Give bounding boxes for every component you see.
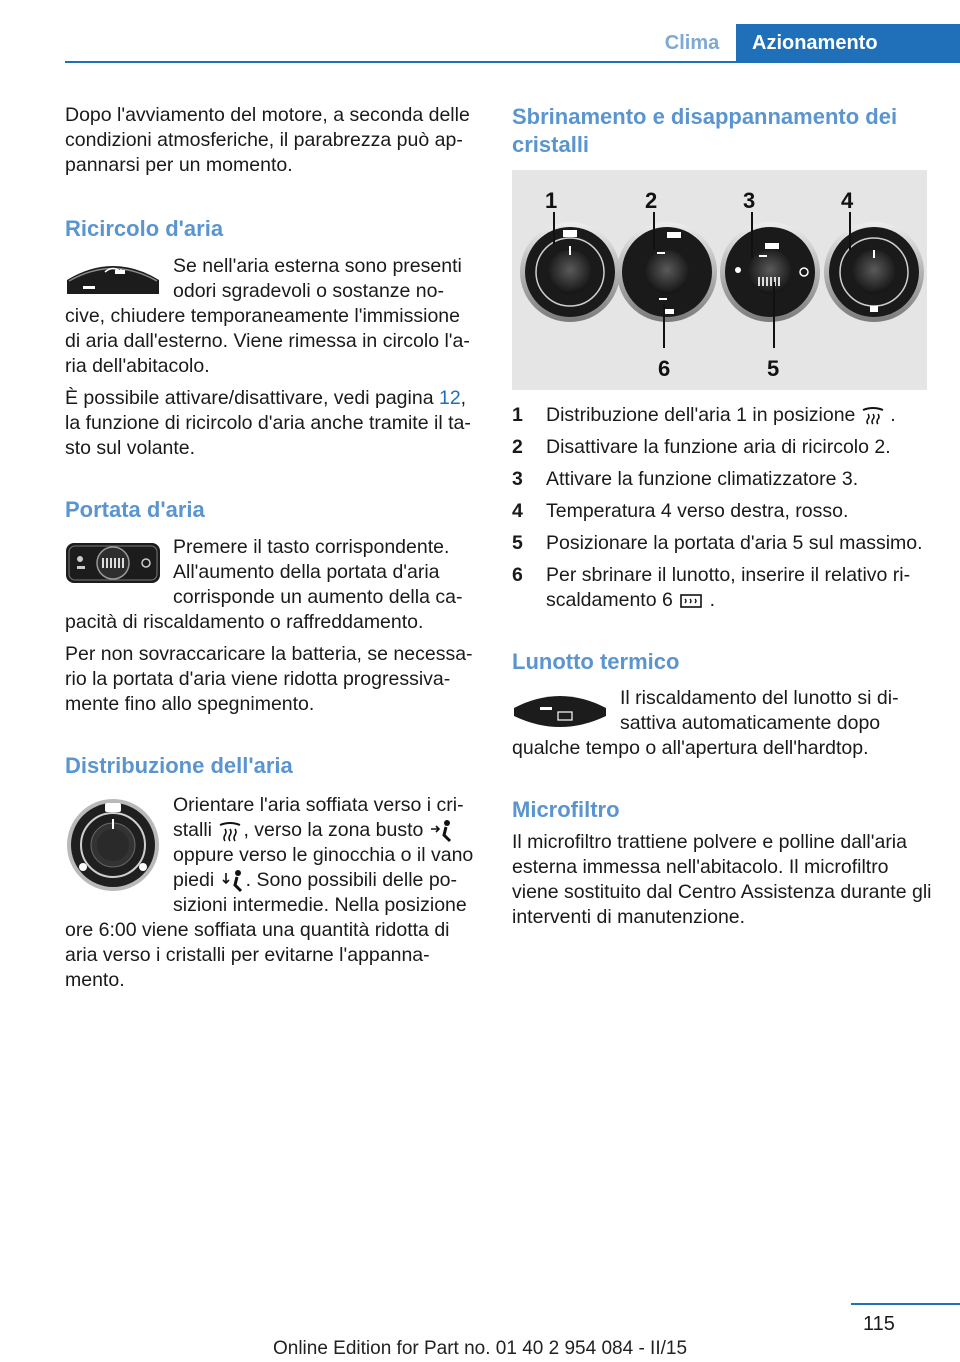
- knob-1-air-distribution: [520, 222, 620, 322]
- climate-controls-photo: [512, 170, 927, 390]
- portata-paragraph: [65, 535, 477, 635]
- knob-3-air-volume: [720, 222, 820, 322]
- lunotto-paragraph: [512, 686, 932, 761]
- knob-4-temperature: [824, 222, 924, 322]
- list-text: Attivare la funzione climatizzatore 3.: [546, 468, 859, 490]
- upper-body-airflow-icon: [429, 819, 455, 843]
- ricircolo-paragraph: [65, 254, 477, 379]
- callout-5: 5: [767, 356, 780, 381]
- portata-text: Premere il tasto corrispondente. All'aumento della portata d'aria corrisponde un aumento della capacità di riscaldamento o raffreddamento.: [65, 536, 463, 633]
- windshield-defrost-icon: [217, 820, 243, 842]
- distribuzione-text-4-head: . Sono possibili delle posizioni intermedie. Nella posizione ore 6:00 viene soffiata una quantità ridotta di aria verso i cristalli per evitarne l'appannamento.: [65, 869, 467, 991]
- lunotto-text: Il riscaldamento del lunotto si disattiva automaticamente dopo qualche tempo o all'apertura dell'hardtop.: [512, 687, 899, 759]
- ricircolo-steering-paragraph: [65, 386, 477, 461]
- callout-2: 2: [645, 188, 658, 213]
- list-text: Posizionare la portata d'aria 5 sul massimo.: [546, 532, 923, 554]
- page-number: 115: [863, 1313, 895, 1335]
- list-text-end: .: [709, 589, 716, 611]
- portata-battery-paragraph: Per non sovraccaricare la batteria, se necessario la portata d'aria viene ridotta progressivamente fino allo spegnimento.: [65, 643, 473, 715]
- heading-distribuzione: Distribuzione dell'aria: [65, 753, 293, 778]
- list-number: 3: [512, 468, 523, 490]
- distribuzione-text-3: oppure verso le ginocchia o il vano piedi: [173, 844, 474, 891]
- callout-1: 1: [545, 188, 558, 213]
- list-number: 2: [512, 436, 523, 458]
- heading-sbrinamento: Sbrinamento e disappannamento dei cristalli: [512, 104, 898, 157]
- page-number-rule: [851, 1303, 960, 1305]
- distribuzione-paragraph: [65, 793, 477, 993]
- list-number: 1: [512, 404, 523, 426]
- distribuzione-text-1: Orientare l'aria soffiata verso i cristalli: [173, 794, 464, 841]
- list-text: Distribuzione dell'aria 1 in posizione: [546, 404, 856, 426]
- list-text-end: .: [890, 404, 896, 426]
- list-number: 5: [512, 532, 523, 554]
- ricircolo-text: Se nell'aria esterna sono presenti odori sgradevoli o sostanze nocive, chiudere temporaneamente l'immissione di aria dall'esterno. Viene rimessa in circolo l'aria dell'abitacolo.: [65, 255, 470, 377]
- header-section-tab[interactable]: Clima: [664, 32, 720, 54]
- heading-portata: Portata d'aria: [65, 497, 205, 522]
- edition-footer: Online Edition for Part no. 01 40 2 954 084 - II/15: [272, 1338, 688, 1359]
- header-rule: [65, 61, 960, 63]
- rear-window-defrost-icon: [678, 593, 704, 609]
- list-text: Disattivare la funzione aria di ricircolo 2.: [546, 436, 891, 458]
- callout-6: 6: [658, 356, 671, 381]
- intro-paragraph: Dopo l'avviamento del motore, a seconda delle condizioni atmosferiche, il parabrezza può appannarsi per un momento.: [65, 104, 470, 176]
- list-text: Temperatura 4 verso destra, rosso.: [546, 500, 849, 522]
- windshield-defrost-icon: [861, 406, 885, 426]
- heading-lunotto: Lunotto termico: [512, 649, 680, 674]
- microfiltro-paragraph: Il microfiltro trattiene polvere e polline dall'aria esterna immessa nell'abitacolo. Il microfiltro viene sostituito dal Centro Assistenza durante gli interventi di manutenzione.: [512, 831, 932, 928]
- list-text: Per sbrinare il lunotto, inserire il relativo riscaldamento 6: [546, 564, 911, 611]
- page-12-link[interactable]: 12: [438, 387, 461, 409]
- callout-4: 4: [841, 188, 854, 213]
- footwell-airflow-icon: [220, 869, 246, 893]
- heading-ricircolo: Ricircolo d'aria: [65, 216, 224, 241]
- callout-3: 3: [743, 188, 756, 213]
- ricircolo-text3: , la funzione di ricircolo d'aria anche tramite il tasto sul volante.: [65, 387, 471, 459]
- knob-2-recirculation: [617, 222, 717, 322]
- heading-microfiltro: Microfiltro: [512, 797, 620, 822]
- ricircolo-text2: È possibile attivare/disattivare, vedi pagina: [65, 387, 439, 409]
- header-chapter-tab[interactable]: Azionamento: [736, 24, 960, 62]
- list-number: 6: [512, 564, 523, 586]
- distribuzione-text-2: , verso la zona busto: [243, 819, 424, 841]
- list-number: 4: [512, 500, 523, 522]
